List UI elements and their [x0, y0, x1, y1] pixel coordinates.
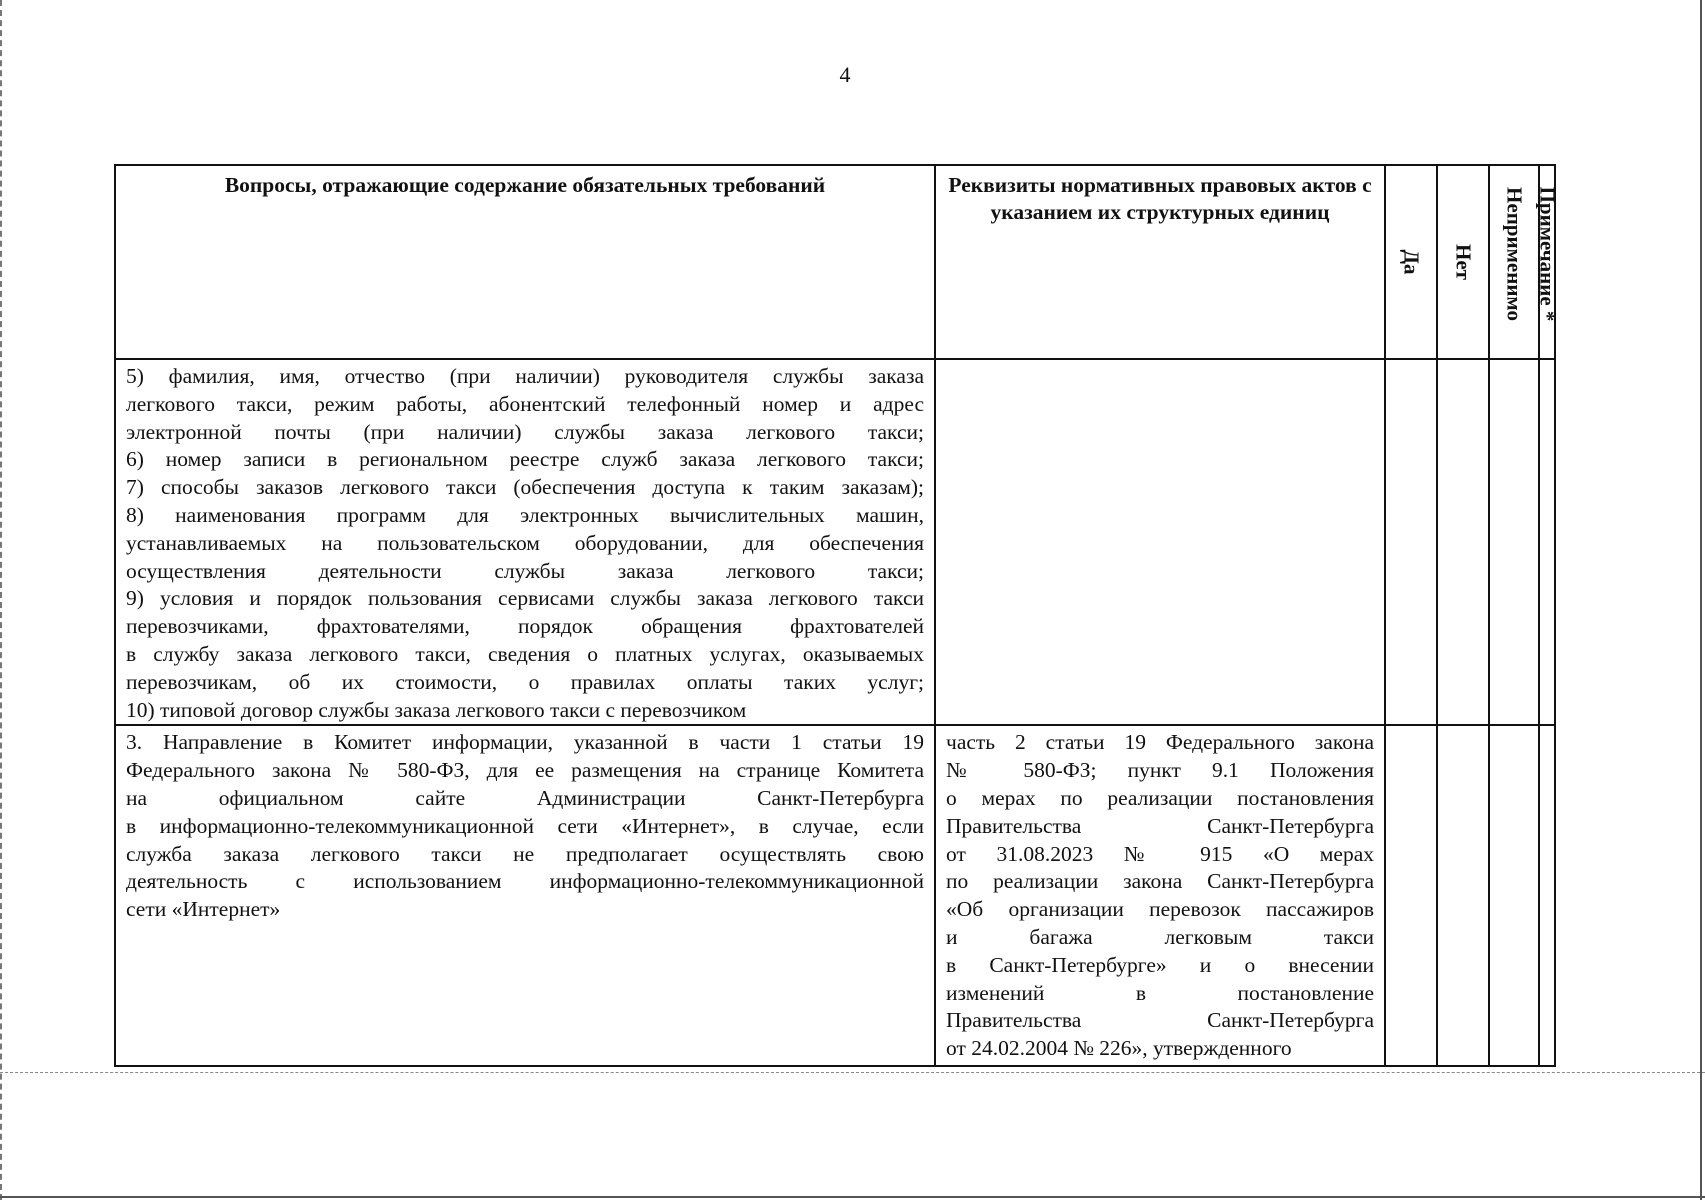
requisite-cell — [935, 725, 1385, 1066]
not-applicable-cell[interactable] — [1489, 725, 1539, 1066]
text-line: электронной почты (при наличии) службы заказа легкового такси; — [126, 419, 924, 444]
text-line: 5) фамилия, имя, отчество (при наличии) руководителя службы заказа — [126, 364, 924, 388]
yes-cell[interactable] — [1385, 725, 1437, 1066]
text-line: от 24.02.2004 № 226», утвержденного — [946, 1036, 1292, 1061]
text-line: 7) способы заказов легкового такси (обеспечения доступа к таким заказам); — [126, 475, 924, 500]
text-line: легкового такси, режим работы, абонентский телефонный номер и адрес — [126, 391, 924, 416]
header-questions: Вопросы, отражающие содержание обязательных требований — [115, 165, 935, 359]
header-no-cell — [1437, 165, 1489, 359]
text-line: деятельность с использованием информационно-телекоммуникационной — [126, 869, 924, 894]
note-cell[interactable] — [1539, 725, 1555, 1066]
text-line: по реализации закона Санкт-Петербурга — [946, 869, 1374, 894]
text-line: сети «Интернет» — [126, 897, 281, 922]
header-yes: Да — [1399, 249, 1424, 275]
table-row — [115, 725, 1555, 1066]
text-line: «Об организации перевозок пассажиров — [946, 897, 1374, 922]
requisite-text — [936, 726, 1384, 1063]
question-text — [116, 360, 934, 724]
table-header-row — [115, 165, 1555, 359]
text-line: перевозчиками, фрахтователями, порядок обращения фрахтователей — [126, 614, 924, 639]
text-line: Федерального закона № 580-ФЗ, для ее размещения на странице Комитета — [126, 758, 924, 783]
header-yes-cell — [1385, 165, 1437, 359]
checklist-table — [114, 164, 1560, 1067]
text-line: 9) условия и порядок пользования сервисами службы заказа легкового такси — [126, 586, 924, 611]
table-row — [115, 359, 1555, 725]
scan-edge-right — [1700, 0, 1702, 1200]
text-line: в службу заказа легкового такси, сведения о платных услугах, оказываемых — [126, 641, 924, 666]
header-not-applicable: Неприменимо — [1502, 187, 1527, 321]
text-line: осуществления деятельности службы заказа легкового такси; — [126, 558, 924, 583]
text-line: Правительства Санкт-Петербурга — [946, 813, 1374, 838]
text-line: и багажа легковым такси — [946, 924, 1374, 949]
text-line: 8) наименования программ для электронных вычислительных машин, — [126, 502, 924, 527]
page-number: 4 — [839, 62, 851, 87]
text-line: 3. Направление в Комитет информации, указанной в части 1 статьи 19 — [126, 730, 924, 755]
text-line: перевозчикам, об их стоимости, о правилах оплаты таких услуг; — [126, 669, 924, 694]
text-line: от 31.08.2023 № 915 «О мерах — [946, 841, 1374, 866]
question-text — [116, 726, 934, 924]
scan-edge-bottom — [0, 1196, 1705, 1198]
yes-cell[interactable] — [1385, 359, 1437, 725]
header-note-cell — [1535, 165, 1560, 359]
note-cell[interactable] — [1539, 359, 1555, 725]
no-cell[interactable] — [1437, 359, 1489, 725]
text-line: часть 2 статьи 19 Федерального закона — [946, 730, 1374, 755]
not-applicable-cell[interactable] — [1489, 359, 1539, 725]
header-requisites: Реквизиты нормативных правовых актов с указанием их структурных единиц — [935, 165, 1385, 359]
text-line: № 580-ФЗ; пункт 9.1 Положения — [946, 758, 1374, 783]
text-line: Правительства Санкт-Петербурга — [946, 1008, 1374, 1033]
text-line: 6) номер записи в региональном реестре служб заказа легкового такси; — [126, 447, 924, 472]
text-line: устанавливаемых на пользовательском оборудовании, для обеспечения — [126, 530, 924, 555]
requisite-text — [936, 360, 1384, 363]
header-note: Примечание * — [1535, 186, 1560, 322]
question-cell — [115, 359, 935, 725]
scan-edge-left — [0, 0, 2, 1200]
text-line: в информационно-телекоммуникационной сети «Интернет», в случае, если — [126, 813, 924, 838]
header-not-applicable-cell — [1489, 165, 1539, 359]
scan-fold-line — [0, 1072, 1705, 1073]
requisite-cell — [935, 359, 1385, 725]
text-line: изменений в постановление — [946, 980, 1374, 1005]
question-cell — [115, 725, 935, 1066]
text-line: о мерах по реализации постановления — [946, 785, 1374, 810]
header-no: Нет — [1451, 244, 1476, 280]
text-line: на официальном сайте Администрации Санкт-Петербурга — [126, 785, 924, 810]
text-line: в Санкт-Петербурге» и о внесении — [946, 952, 1374, 977]
text-line: служба заказа легкового такси не предполагает осуществлять свою — [126, 841, 924, 866]
no-cell[interactable] — [1437, 725, 1489, 1066]
text-line: 10) типовой договор службы заказа легкового такси с перевозчиком — [126, 697, 747, 722]
